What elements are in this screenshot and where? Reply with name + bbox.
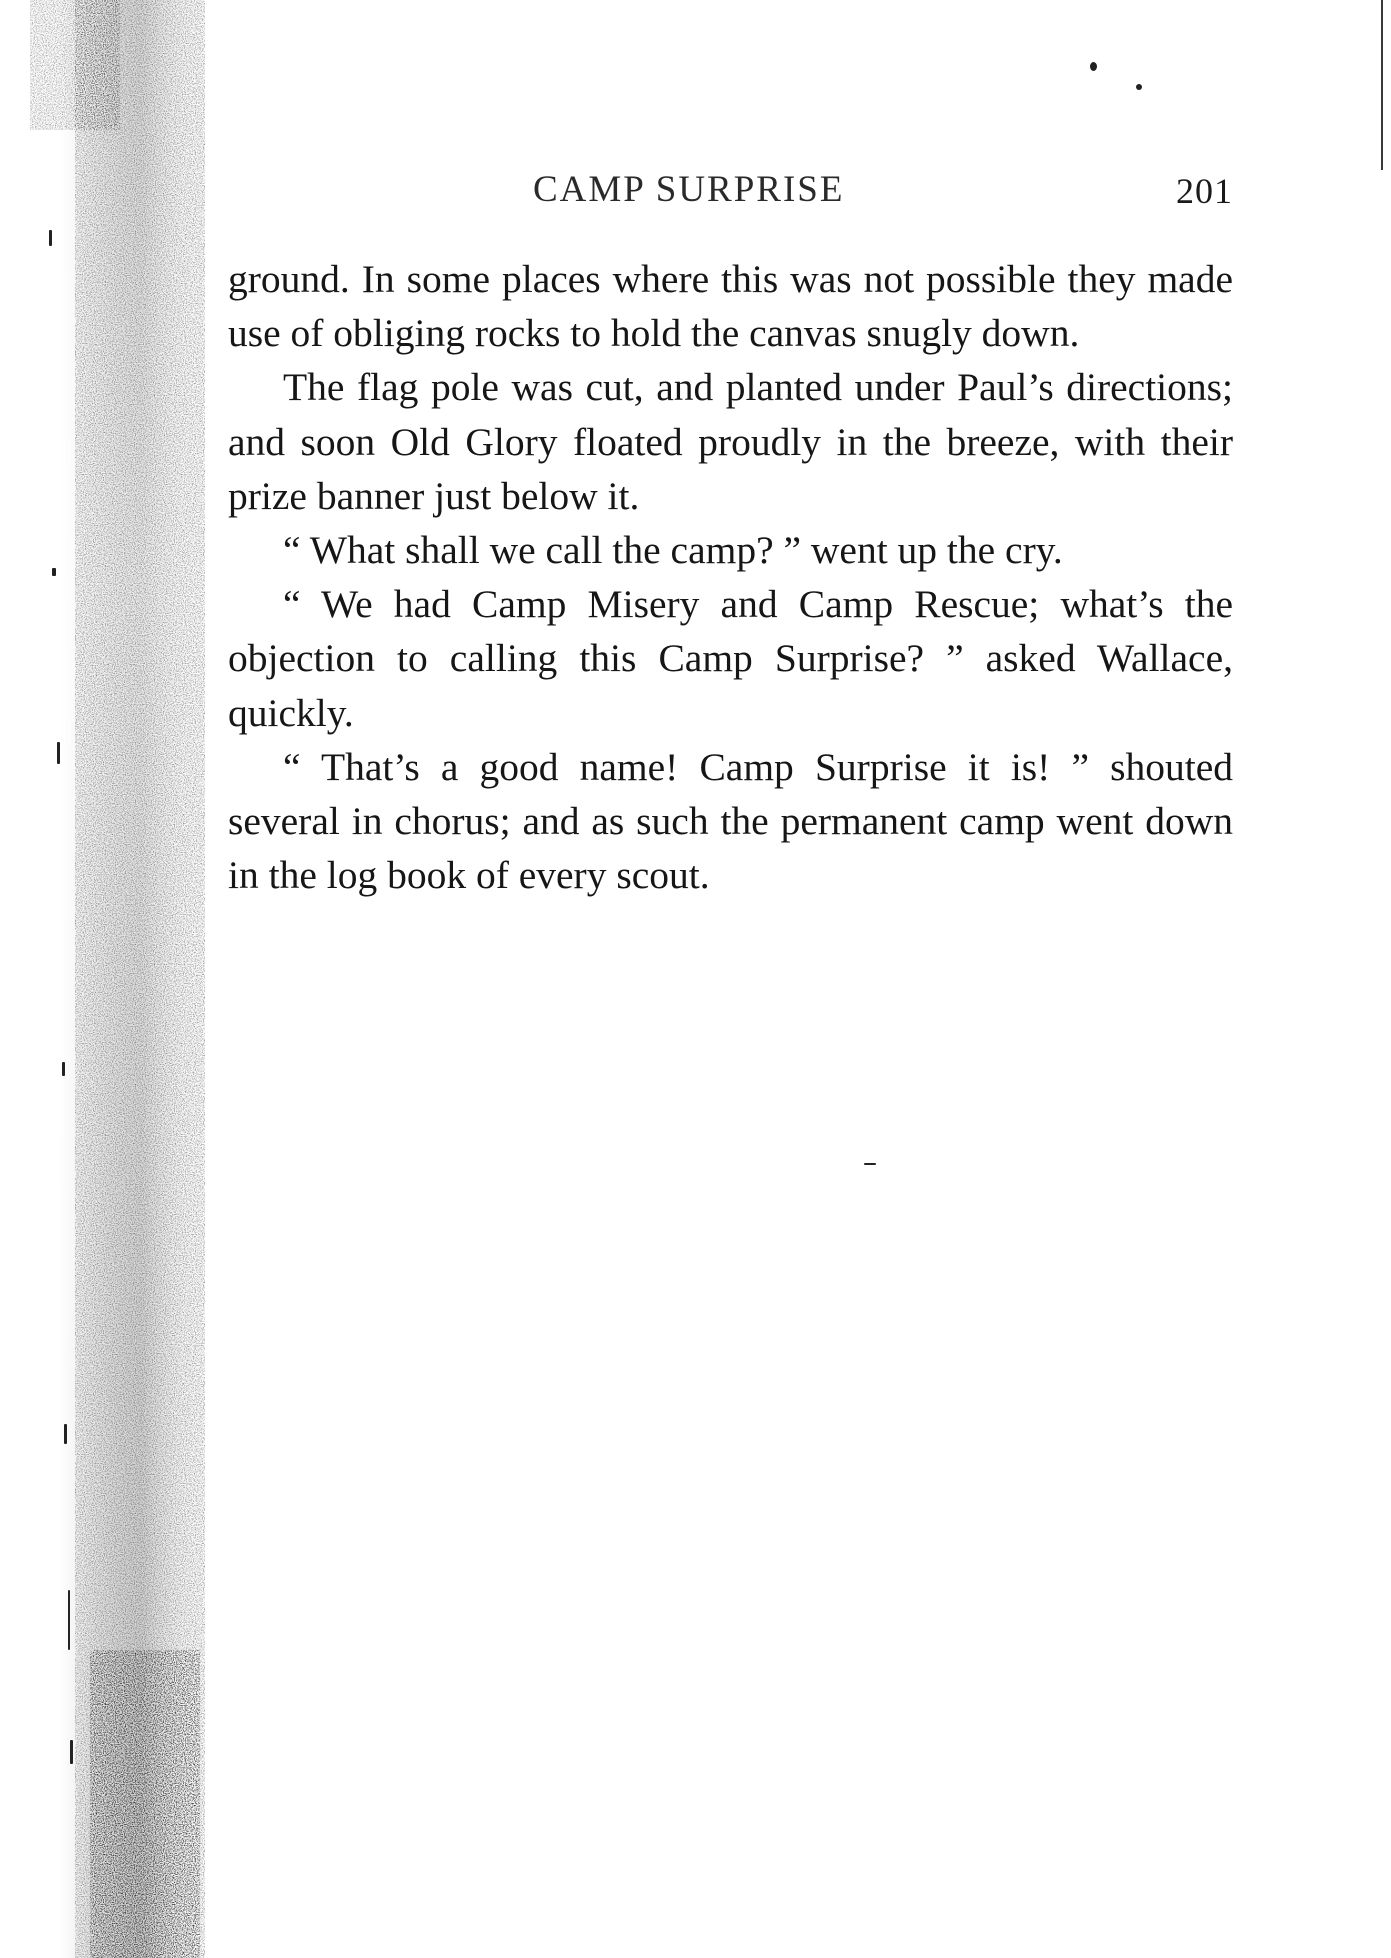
scan-speck: [1136, 84, 1142, 90]
scan-speck: [864, 1163, 876, 1165]
scan-speck: [49, 230, 52, 246]
scan-edge-line: [1381, 0, 1383, 170]
page-header: [228, 168, 1233, 218]
scan-speck: [1090, 62, 1097, 71]
paragraph: The flag pole was cut, and planted under Paul’s directions; and soon Old Glory floated proudly in the breeze, with their prize banner just below it.: [228, 365, 1233, 518]
scan-speck: [52, 568, 56, 576]
page-number: 201: [1176, 171, 1233, 211]
scan-speck: [62, 1062, 65, 1076]
paragraph: “ What shall we call the camp? ” went up the cry.: [283, 528, 1063, 573]
scan-speck: [57, 742, 60, 764]
paragraph: “ We had Camp Misery and Camp Rescue; what’s the objection to calling this Camp Surprise? ” asked Wallace, quickly.: [228, 582, 1233, 735]
scan-speck: [64, 1424, 67, 1444]
body-text: [228, 252, 1233, 902]
scan-speck: [68, 1590, 70, 1650]
running-head: CAMP SURPRISE: [533, 169, 845, 210]
scan-gutter-shadow: [0, 0, 230, 1958]
scan-speck: [70, 1740, 73, 1764]
paragraph: ground. In some places where this was not possible they made use of obliging rocks to hold the canvas snugly down.: [228, 257, 1233, 356]
paragraph: “ That’s a good name! Camp Surprise it is! ” shouted several in chorus; and as such the permanent camp went down in the log book of every scout.: [228, 744, 1233, 898]
